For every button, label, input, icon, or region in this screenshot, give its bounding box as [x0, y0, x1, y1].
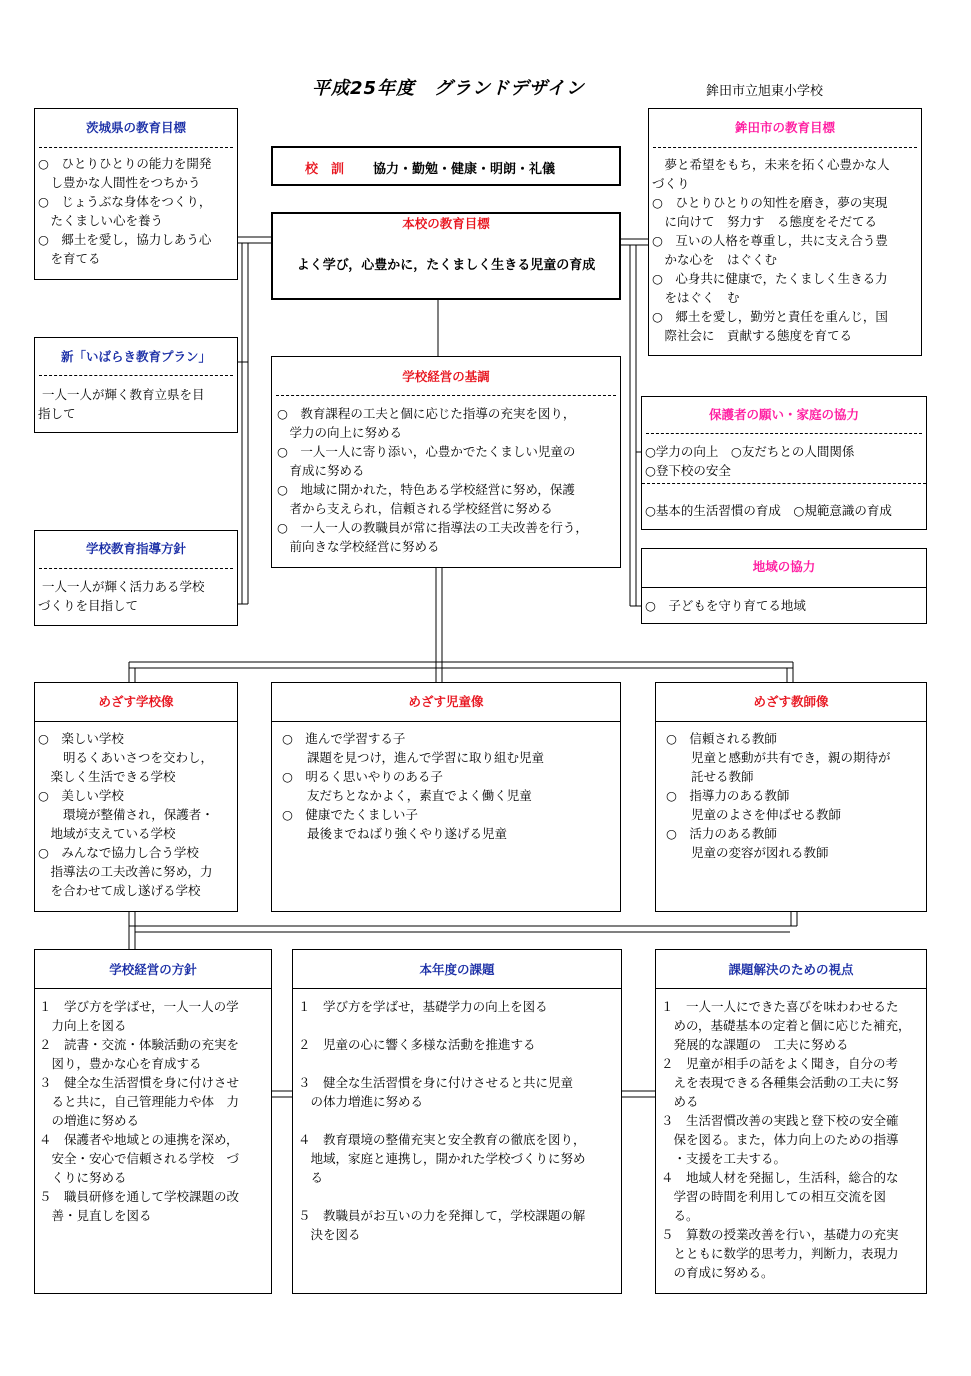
management-policy-title: 学校経営の方針 — [109, 962, 197, 977]
parents-box — [641, 396, 927, 530]
text-line: ○ 心身共に健康で，たくましく生きる力 — [652, 271, 888, 286]
text-line: ○登下校の安全 — [645, 463, 731, 478]
ibaraki-goal-box — [34, 108, 238, 280]
management-base-title: 学校経営の基調 — [402, 369, 490, 384]
management-policy-box — [34, 949, 272, 1294]
text-line: に向けて 努力す る態度をそだてる — [652, 214, 878, 229]
page-title: 平成25年度 グランドデザイン — [312, 78, 585, 99]
text-line: ５ 職員研修を通して学校課題の改 — [39, 1189, 240, 1204]
school-motto-box — [271, 146, 621, 186]
text-line: 指して — [38, 406, 76, 421]
text-line: ○基本的生活習慣の育成 ○規範意識の育成 — [645, 503, 892, 518]
text-line: ○ ひとりひとりの能力を開発 — [38, 156, 212, 171]
text-line: ○ ひとりひとりの知性を磨き，夢の実現 — [652, 195, 888, 210]
text-line: の育成に努める。 — [661, 1265, 774, 1280]
text-line: ○ 郷土を愛し，協力しあう心 — [38, 232, 212, 247]
text-line: 明るくあいさつを交わし， — [38, 750, 214, 765]
text-line: を育てる — [38, 251, 101, 266]
target-pupil-box — [271, 682, 621, 912]
text-line: 環境が整備され，保護者・ — [38, 807, 214, 822]
text-line: 指導法の工夫改善に努め，力 — [38, 864, 213, 879]
text-line: 児童のよさを伸ばせる教師 — [666, 807, 842, 822]
text-line: ５ 算数の授業改善を行い，基礎力の充実 — [661, 1227, 899, 1242]
text-line: ３ 健全な生活習慣を身に付けさせ — [39, 1075, 240, 1090]
text-line: をはぐく む — [652, 290, 740, 305]
text-line: る。 — [661, 1208, 699, 1223]
text-line: ２ 児童が相手の話をよく聞き，自分の考 — [661, 1056, 899, 1071]
text-line: づくりを目指して — [38, 598, 139, 613]
guidance-policy-lines — [38, 577, 204, 615]
text-line: 最後までねばり強くやり遂げる児童 — [282, 826, 508, 841]
target-pupil-title: めざす児童像 — [408, 694, 484, 709]
management-base-lines — [277, 404, 588, 556]
text-line: 楽しく生活できる学校 — [38, 769, 176, 784]
city-goal-lines — [652, 155, 890, 345]
target-pupil-lines — [282, 729, 544, 843]
text-line: 一人一人が輝く教育立県を目 — [38, 387, 205, 402]
city-goal-title: 鉾田市の教育目標 — [734, 120, 835, 135]
text-line: 前向きな学校経営に努める — [277, 539, 440, 554]
ibaraki-plan-title: 新「いばらき教育プラン」 — [60, 349, 211, 364]
text-line: 児童と感動が共有でき，親の期待が — [666, 750, 891, 765]
text-line: 育成に努める — [277, 463, 365, 478]
management-base-box — [271, 356, 621, 568]
text-line: し豊かな人間性をつちかう — [38, 175, 201, 190]
text-line — [298, 1016, 586, 1035]
text-line: １ 一人一人にできた喜びを味わわせるた — [661, 999, 899, 1014]
text-line: ４ 地域人材を発掘し，生活科，総合的な — [661, 1170, 899, 1185]
text-line: 学力の向上に努める — [277, 425, 403, 440]
text-line: ４ 保護者や地域との連携を深め， — [39, 1132, 239, 1147]
text-line: を合わせて成し遂げる学校 — [38, 883, 201, 898]
ibaraki-plan-box — [34, 337, 238, 433]
target-school-lines — [38, 729, 214, 900]
text-line: １ 学び方を学ばせ，一人一人の学 — [39, 999, 239, 1014]
text-line: 決を図る — [298, 1227, 361, 1242]
management-policy-lines — [39, 997, 239, 1225]
text-line: の体力増進に努める — [298, 1094, 424, 1109]
target-teacher-lines — [666, 729, 891, 862]
target-school-title: めざす学校像 — [98, 694, 174, 709]
text-line: １ 学び方を学ばせ，基礎学力の向上を図る — [298, 999, 548, 1014]
text-line: ○ 教育課程の工夫と個に応じた指導の充実を図り， — [277, 406, 576, 421]
text-line: 保を図る。また，体力向上のための指導 — [661, 1132, 899, 1147]
this-year-title: 本年度の課題 — [419, 962, 495, 977]
text-line: ○ 一人一人に寄り添い，心豊かでたくましい児童の — [277, 444, 576, 459]
text-line — [298, 1187, 586, 1206]
school-goal-box — [271, 212, 621, 300]
text-line: 学習の時間を利用しての相互交流を図 — [661, 1189, 887, 1204]
target-teacher-title: めざす教師像 — [753, 694, 829, 709]
text-line: 善・見直しを図る — [39, 1208, 152, 1223]
parents-title: 保護者の願い・家庭の協力 — [708, 407, 859, 422]
text-line: める — [661, 1094, 699, 1109]
this-year-box — [292, 949, 622, 1294]
guidance-policy-title: 学校教育指導方針 — [85, 541, 186, 556]
text-line: ると共に，自己管理能力や体 力 — [39, 1094, 240, 1109]
text-line: ５ 教職員がお互いの力を発揮して，学校課題の解 — [298, 1208, 586, 1223]
text-line: ○ 美しい学校 — [38, 788, 124, 803]
text-line: 図り，豊かな心を育成する — [39, 1056, 202, 1071]
text-line: 力向上を図る — [39, 1018, 127, 1033]
ibaraki-plan-lines — [38, 385, 204, 423]
text-line — [298, 1054, 586, 1073]
text-line: ○ 進んで学習する子 — [282, 731, 406, 746]
text-line: ○ 楽しい学校 — [38, 731, 124, 746]
community-box — [641, 548, 927, 624]
target-teacher-box — [655, 682, 927, 912]
text-line: ○学力の向上 ○友だちとの人間関係 — [645, 444, 855, 459]
text-line: ○ 指導力のある教師 — [666, 788, 790, 803]
school-goal-title: 本校の教育目標 — [402, 216, 490, 231]
school-motto-label: 校 訓 — [305, 162, 345, 177]
text-line: ○ 互いの人格を尊重し，共に支え合う豊 — [652, 233, 888, 248]
target-school-box — [34, 682, 238, 912]
text-line: 地域，家庭と連携し，開かれた学校づくりに努め — [298, 1151, 586, 1166]
text-line: ３ 生活習慣改善の実践と登下校の安全確 — [661, 1113, 899, 1128]
text-line: ○ 地域に開かれた，特色ある学校経営に努め，保護 — [277, 482, 575, 497]
text-line: ○ 活力のある教師 — [666, 826, 777, 841]
text-line: とともに数学的思考力，判断力，表現力 — [661, 1246, 899, 1261]
text-line: ３ 健全な生活習慣を身に付けさせると共に児童 — [298, 1075, 574, 1090]
text-line: ２ 読書・交流・体験活動の充実を — [39, 1037, 240, 1052]
text-line: の増進に努める — [39, 1113, 140, 1128]
text-line: ○ 一人一人の教職員が常に指導法の工夫改善を行う， — [277, 520, 588, 535]
text-line: 一人一人が輝く活力ある学校 — [38, 579, 205, 594]
viewpoints-box — [655, 949, 927, 1294]
school-name: 鉾田市立旭東小学校 — [706, 84, 824, 99]
text-line: づくり — [652, 176, 690, 191]
text-line: ○ 子どもを守り育てる地域 — [645, 598, 806, 613]
text-line: めの，基礎基本の定着と個に応じた補充， — [661, 1018, 911, 1033]
text-line: 発展的な課題の 工夫に努める — [661, 1037, 849, 1052]
text-line: たくましい心を養う — [38, 213, 164, 228]
text-line: ○ 健康でたくましい子 — [282, 807, 418, 822]
text-line: ○ みんなで協力し合う学校 — [38, 845, 199, 860]
community-title: 地域の協力 — [752, 559, 816, 574]
text-line: ・支援を工夫する。 — [661, 1151, 787, 1166]
text-line: ４ 教育環境の整備充実と安全教育の徹底を図り， — [298, 1132, 586, 1147]
this-year-lines — [298, 997, 586, 1244]
text-line: 者から支えられ，信頼される学校経営に努める — [277, 501, 553, 516]
text-line — [298, 1111, 586, 1130]
text-line: 夢と希望をもち，未来を拓く心豊かな人 — [652, 157, 890, 172]
text-line: 託せる教師 — [666, 769, 754, 784]
text-line: ２ 児童の心に響く多様な活動を推進する — [298, 1037, 536, 1052]
ibaraki-goal-title: 茨城県の教育目標 — [85, 120, 186, 135]
viewpoints-lines — [661, 997, 911, 1282]
text-line: 際社会に 貢献する態度を育てる — [652, 328, 853, 343]
text-line: くりに努める — [39, 1170, 127, 1185]
school-goal-value: よく学び，心豊かに，たくましく生きる児童の育成 — [296, 258, 596, 273]
school-motto-value: 協力・勤勉・健康・明朗・礼儀 — [373, 162, 556, 177]
parents-lines-a — [645, 442, 854, 480]
text-line: 地域が支えている学校 — [38, 826, 176, 841]
guidance-policy-box — [34, 530, 238, 626]
city-goal-box — [648, 108, 922, 356]
parents-lines-b — [645, 501, 892, 520]
text-line: 友だちとなかよく，素直でよく働く児童 — [282, 788, 532, 803]
text-line: 課題を見つけ，進んで学習に取り組む児童 — [282, 750, 545, 765]
text-line: えを表現できる各種集会活動の工夫に努 — [661, 1075, 899, 1090]
text-line: ○ じょうぶな身体をつくり， — [38, 194, 212, 209]
text-line: ○ 明るく思いやりのある子 — [282, 769, 443, 784]
text-line: ○ 郷土を愛し，勤労と責任を重んじ，国 — [652, 309, 888, 324]
text-line: 安全・安心で信頼される学校 づ — [39, 1151, 240, 1166]
community-lines — [645, 596, 806, 615]
text-line: ○ 信頼される教師 — [666, 731, 777, 746]
ibaraki-goal-lines — [38, 154, 211, 268]
viewpoints-title: 課題解決のための視点 — [728, 962, 854, 977]
text-line: 児童の変容が図れる教師 — [666, 845, 829, 860]
text-line: る — [298, 1170, 324, 1185]
text-line: かな心を はぐくむ — [652, 252, 778, 267]
